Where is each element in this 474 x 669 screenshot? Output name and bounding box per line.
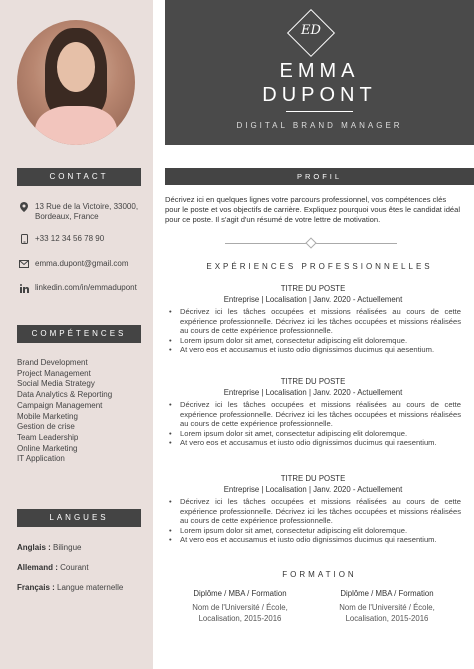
- job-bullet: • At vero eos et accusamus et iusto odio dignissimos ducimus qui raesentium.: [165, 535, 461, 545]
- formation-entry: [327, 588, 447, 624]
- monogram: ED: [301, 23, 321, 38]
- header-divider: [286, 111, 353, 112]
- language-item: Français : Langue maternelle: [17, 583, 124, 592]
- skills-section-title: COMPÉTENCES: [17, 325, 141, 343]
- job-entry-title: TITRE DU POSTE: [280, 377, 346, 386]
- contact-linkedin: [17, 283, 137, 293]
- linkedin-link[interactable]: linkedin.com/in/emmadupont: [35, 283, 137, 292]
- formation-section-title: FORMATION: [282, 570, 357, 579]
- job-entry-company: Entreprise | Localisation | Janv. 2020 - Actuellement: [223, 485, 403, 494]
- formation-dates: Localisation, 2015-2016: [345, 614, 429, 623]
- divider-diamond: [305, 237, 316, 248]
- profile-photo: [17, 20, 135, 145]
- job-entry: [165, 473, 461, 545]
- profile-text: Décrivez ici en quelques lignes votre parcours professionnel, vos compétences clés pour le poste et vos objectifs de carrière. Expliquez pourquoi vous êtes le candidat idéal pour ce poste. Il s'agit d'un résumé de votre lettre de motivation.: [165, 195, 461, 225]
- skill-item: Mobile Marketing: [17, 411, 78, 421]
- experience-section-title: EXPÉRIENCES PROFESSIONNELLES: [206, 262, 433, 271]
- last-name: DUPONT: [262, 84, 377, 106]
- formation-dates: Localisation, 2015-2016: [198, 614, 282, 623]
- job-entry-title: TITRE DU POSTE: [280, 474, 346, 483]
- skill-item: IT Application: [17, 454, 65, 464]
- job-entry: [165, 283, 461, 355]
- job-bullet: • Décrivez ici les tâches occupées et missions réalisées au cours de cette expérience professionnelle. Décrivez ici les tâches occupées et missions réalisées au cours de cette expérience professionnelle.: [165, 400, 461, 429]
- formation-degree: Diplôme / MBA / Formation: [193, 589, 287, 598]
- job-bullet: • Lorem ipsum dolor sit amet, consectetur adipiscing elit doloremque.: [165, 429, 461, 439]
- address-line1: 13 Rue de la Victoire, 33000,: [35, 202, 139, 211]
- contact-phone: [17, 234, 104, 244]
- skill-item: Social Media Strategy: [17, 379, 95, 389]
- job-entry-title: TITRE DU POSTE: [280, 284, 346, 293]
- profile-section-title: PROFIL: [165, 168, 474, 185]
- language-item: Allemand : Courant: [17, 563, 89, 572]
- formation-entry: [180, 588, 300, 624]
- first-name: EMMA: [279, 60, 360, 82]
- skills-list: [17, 358, 112, 465]
- linkedin-icon: [17, 283, 31, 293]
- contact-section-title: CONTACT: [17, 168, 141, 186]
- contact-email: [17, 259, 129, 269]
- job-bullet: • Lorem ipsum dolor sit amet, consectetur adipiscing elit doloremque.: [165, 526, 461, 536]
- phone-icon: [17, 234, 31, 244]
- formation-degree: Diplôme / MBA / Formation: [340, 589, 434, 598]
- job-bullet: • At vero eos et accusamus et iusto odio dignissimos ducimus qui raesentium.: [165, 438, 461, 448]
- job-entry: [165, 376, 461, 448]
- skill-item: Campaign Management: [17, 400, 103, 410]
- location-pin-icon: [17, 202, 31, 212]
- skill-item: Online Marketing: [17, 443, 78, 453]
- languages-section-title: LANGUES: [17, 509, 141, 527]
- phone-number: +33 12 34 56 78 90: [35, 234, 105, 243]
- job-entry-company: Entreprise | Localisation | Janv. 2020 - Actuellement: [223, 295, 403, 304]
- languages-list: [17, 543, 123, 603]
- language-item: Anglais : Bilingue: [17, 543, 82, 552]
- job-bullet: • Lorem ipsum dolor sit amet, consectetur adipiscing elit doloremque.: [165, 336, 461, 346]
- skill-item: Data Analytics & Reporting: [17, 390, 113, 400]
- formation-school: Nom de l'Université / École,: [192, 603, 288, 612]
- email-icon: [17, 259, 31, 269]
- formation-school: Nom de l'Université / École,: [339, 603, 435, 612]
- resume-header: [165, 0, 474, 145]
- email-link[interactable]: emma.dupont@gmail.com: [35, 259, 129, 268]
- skill-item: Brand Development: [17, 358, 88, 367]
- skill-item: Team Leadership: [17, 432, 79, 442]
- skill-item: Project Management: [17, 368, 91, 378]
- job-entry-company: Entreprise | Localisation | Janv. 2020 - Actuellement: [223, 388, 403, 397]
- job-title: DIGITAL BRAND MANAGER: [236, 121, 403, 130]
- skill-item: Gestion de crise: [17, 422, 75, 432]
- contact-address: [17, 202, 138, 222]
- job-bullet: • Décrivez ici les tâches occupées et missions réalisées au cours de cette expérience professionnelle. Décrivez ici les tâches occupées et missions réalisées au cours de cette expérience professionnelle.: [165, 497, 461, 526]
- address-line2: Bordeaux, France: [35, 212, 99, 221]
- job-bullet: • At vero eos et accusamus et iusto odio dignissimos ducimus qui aesentium.: [165, 345, 461, 355]
- sidebar: [0, 0, 153, 669]
- job-bullet: • Décrivez ici les tâches occupées et missions réalisées au cours de cette expérience professionnelle. Décrivez ici les tâches occupées et missions réalisées au cours de cette expérience professionnelle.: [165, 307, 461, 336]
